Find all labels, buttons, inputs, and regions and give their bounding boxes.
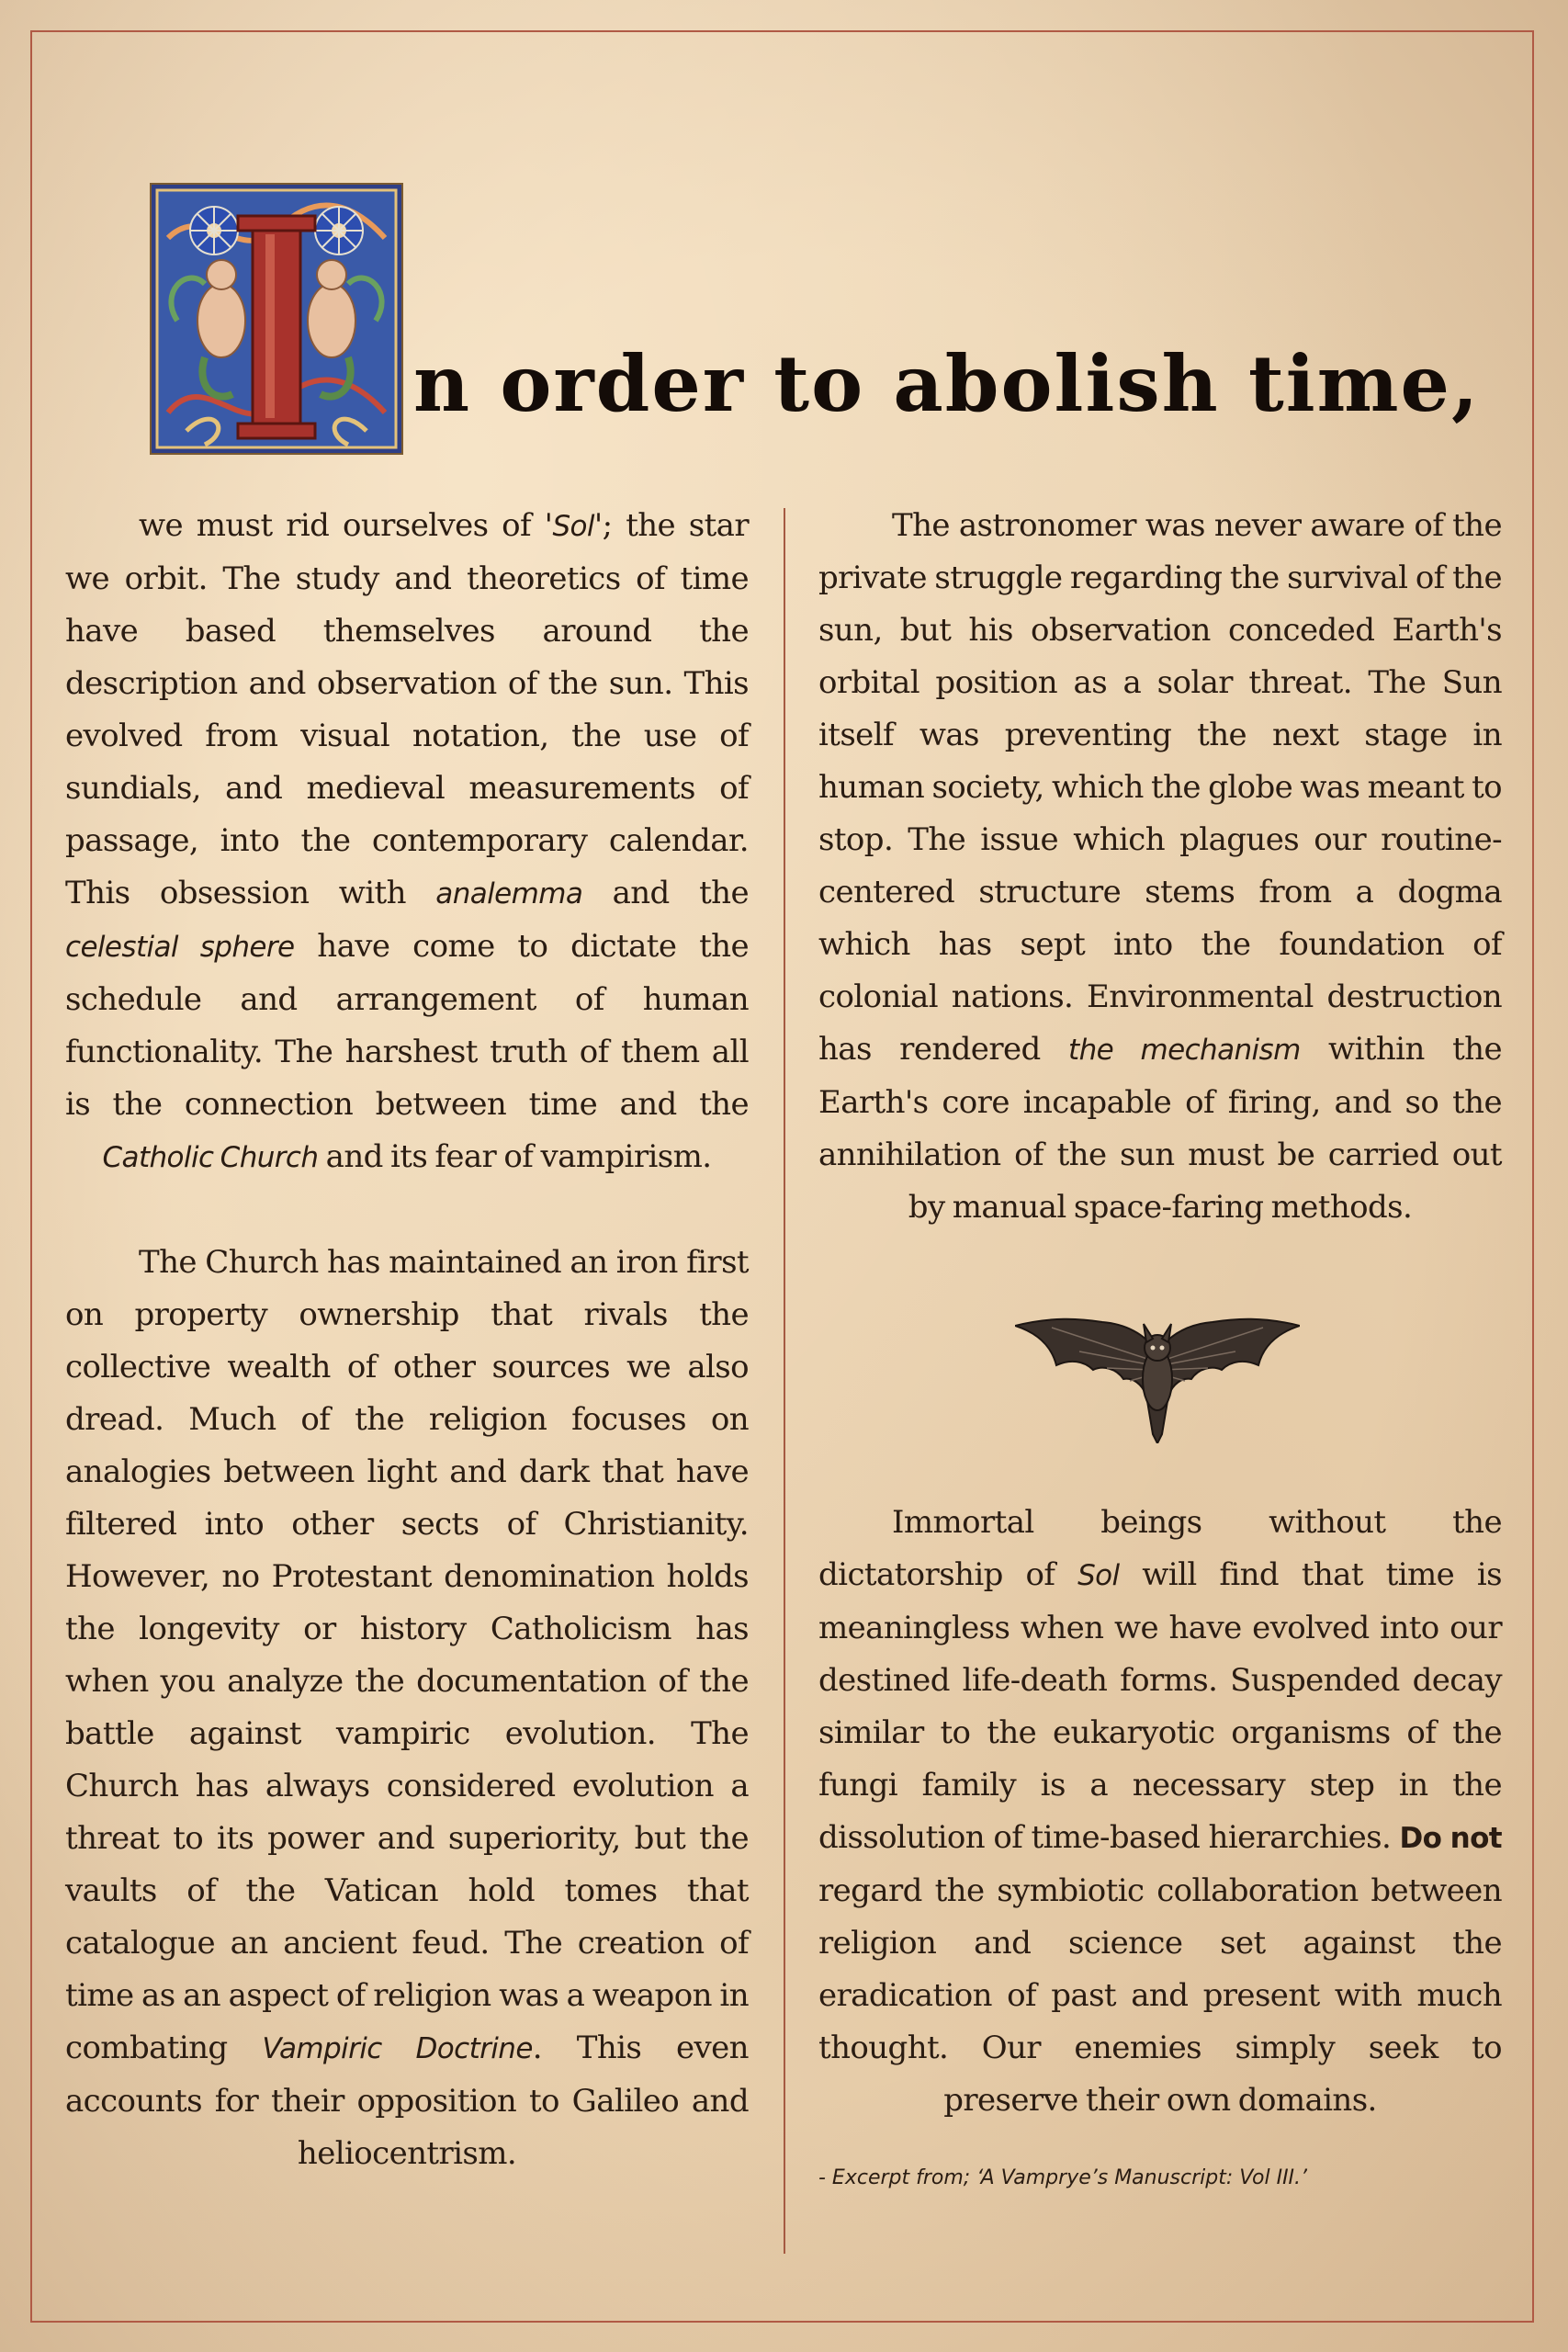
text-run: '; the star we orbit. The study and theoretics of time have based themselves around the description and observation of the sun. This evolved from visual notation, the use of sundials, and medieval measurements of passage, into the contemporary calendar. This obsession with bbox=[65, 507, 749, 911]
right-paragraph-2 bbox=[818, 1497, 1502, 2127]
text-run: regard the symbiotic collaboration between religion and science set against the eradication of past and present with much thought. Our enemies simply seek to preserve their own domains. bbox=[818, 1872, 1502, 2119]
excerpt-caption: - Excerpt from; ‘A Vamprye’s Manuscript: Vol III.’ bbox=[818, 2166, 1308, 2189]
ornament-area bbox=[818, 1234, 1502, 1497]
emphasis-celestial-sphere: celestial sphere bbox=[65, 931, 295, 964]
emphasis-the-mechanism: the mechanism bbox=[1068, 1034, 1301, 1067]
right-column bbox=[818, 500, 1502, 2127]
text-run: have come to dictate the schedule and arrangement of human functionality. The harshest truth of them all is the connection between time and the bbox=[65, 928, 750, 1123]
emphasis-analemma: analemma bbox=[435, 877, 583, 910]
left-paragraph-1 bbox=[65, 500, 749, 1184]
bold-do-not: Do not bbox=[1399, 1822, 1502, 1855]
text-run: The Church has maintained an iron first on property ownership that rivals the collective wealth of other sources we also dread. Much of the religion focuses on analogies between light and dark that have filtered into other sects of Christianity. However, no Protestant denomination holds the longevity or history Catholicism has when you analyze the documentation of the battle against vampiric evolution. The Church has always considered evolution a threat to its power and superiority, but the vaults of the Vatican hold tomes that catalogue an ancient feud. The creation of time as an aspect of religion was a weapon in combating bbox=[65, 1244, 749, 2066]
column-divider bbox=[784, 508, 785, 2254]
headline-text: n order to abolish time, bbox=[413, 338, 1481, 429]
emphasis-catholic-church: Catholic Church bbox=[102, 1141, 319, 1174]
left-paragraph-2 bbox=[65, 1237, 749, 2180]
text-run: The astronomer was never aware of the private struggle regarding the survival of the sun, but his observation conceded Earth's orbital position as a solar threat. The Sun itself was preventing the next stage in human society, which the globe was meant to stop. The issue which plagues our routine-centered structure stems from a dogma which has sept into the foundation of colonial nations. Environmental destruction has rendered bbox=[818, 507, 1502, 1068]
emphasis-sol: Sol bbox=[1077, 1559, 1120, 1592]
text-run: and its fear of vampirism. bbox=[318, 1138, 712, 1175]
illuminated-letter-i-icon bbox=[150, 183, 403, 455]
text-run: within the Earth's core incapable of firing, and so the annihilation of the sun must be carried out by manual space-faring methods. bbox=[818, 1031, 1502, 1226]
emphasis-vampiric-doctrine: Vampiric Doctrine bbox=[262, 2032, 533, 2065]
right-paragraph-1 bbox=[818, 500, 1502, 1234]
text-run: and the bbox=[582, 875, 749, 911]
text-run: will find that time is meaningless when we have evolved into our destined life-death forms. Suspended decay similar to the eukaryotic organisms of the fungi family is a necessary step in the dissolution of time-based hierarchies. bbox=[818, 1556, 1502, 1856]
page-title bbox=[413, 338, 1516, 439]
left-column bbox=[65, 500, 749, 2180]
text-run: we must rid ourselves of ' bbox=[139, 507, 553, 544]
bat-icon bbox=[1015, 1296, 1300, 1443]
emphasis-sol: Sol bbox=[552, 510, 594, 543]
text-run: Immortal beings without the dictatorship of bbox=[818, 1504, 1502, 1593]
text-run: . This even accounts for their opposition to Galileo and heliocentrism. bbox=[65, 2030, 749, 2172]
